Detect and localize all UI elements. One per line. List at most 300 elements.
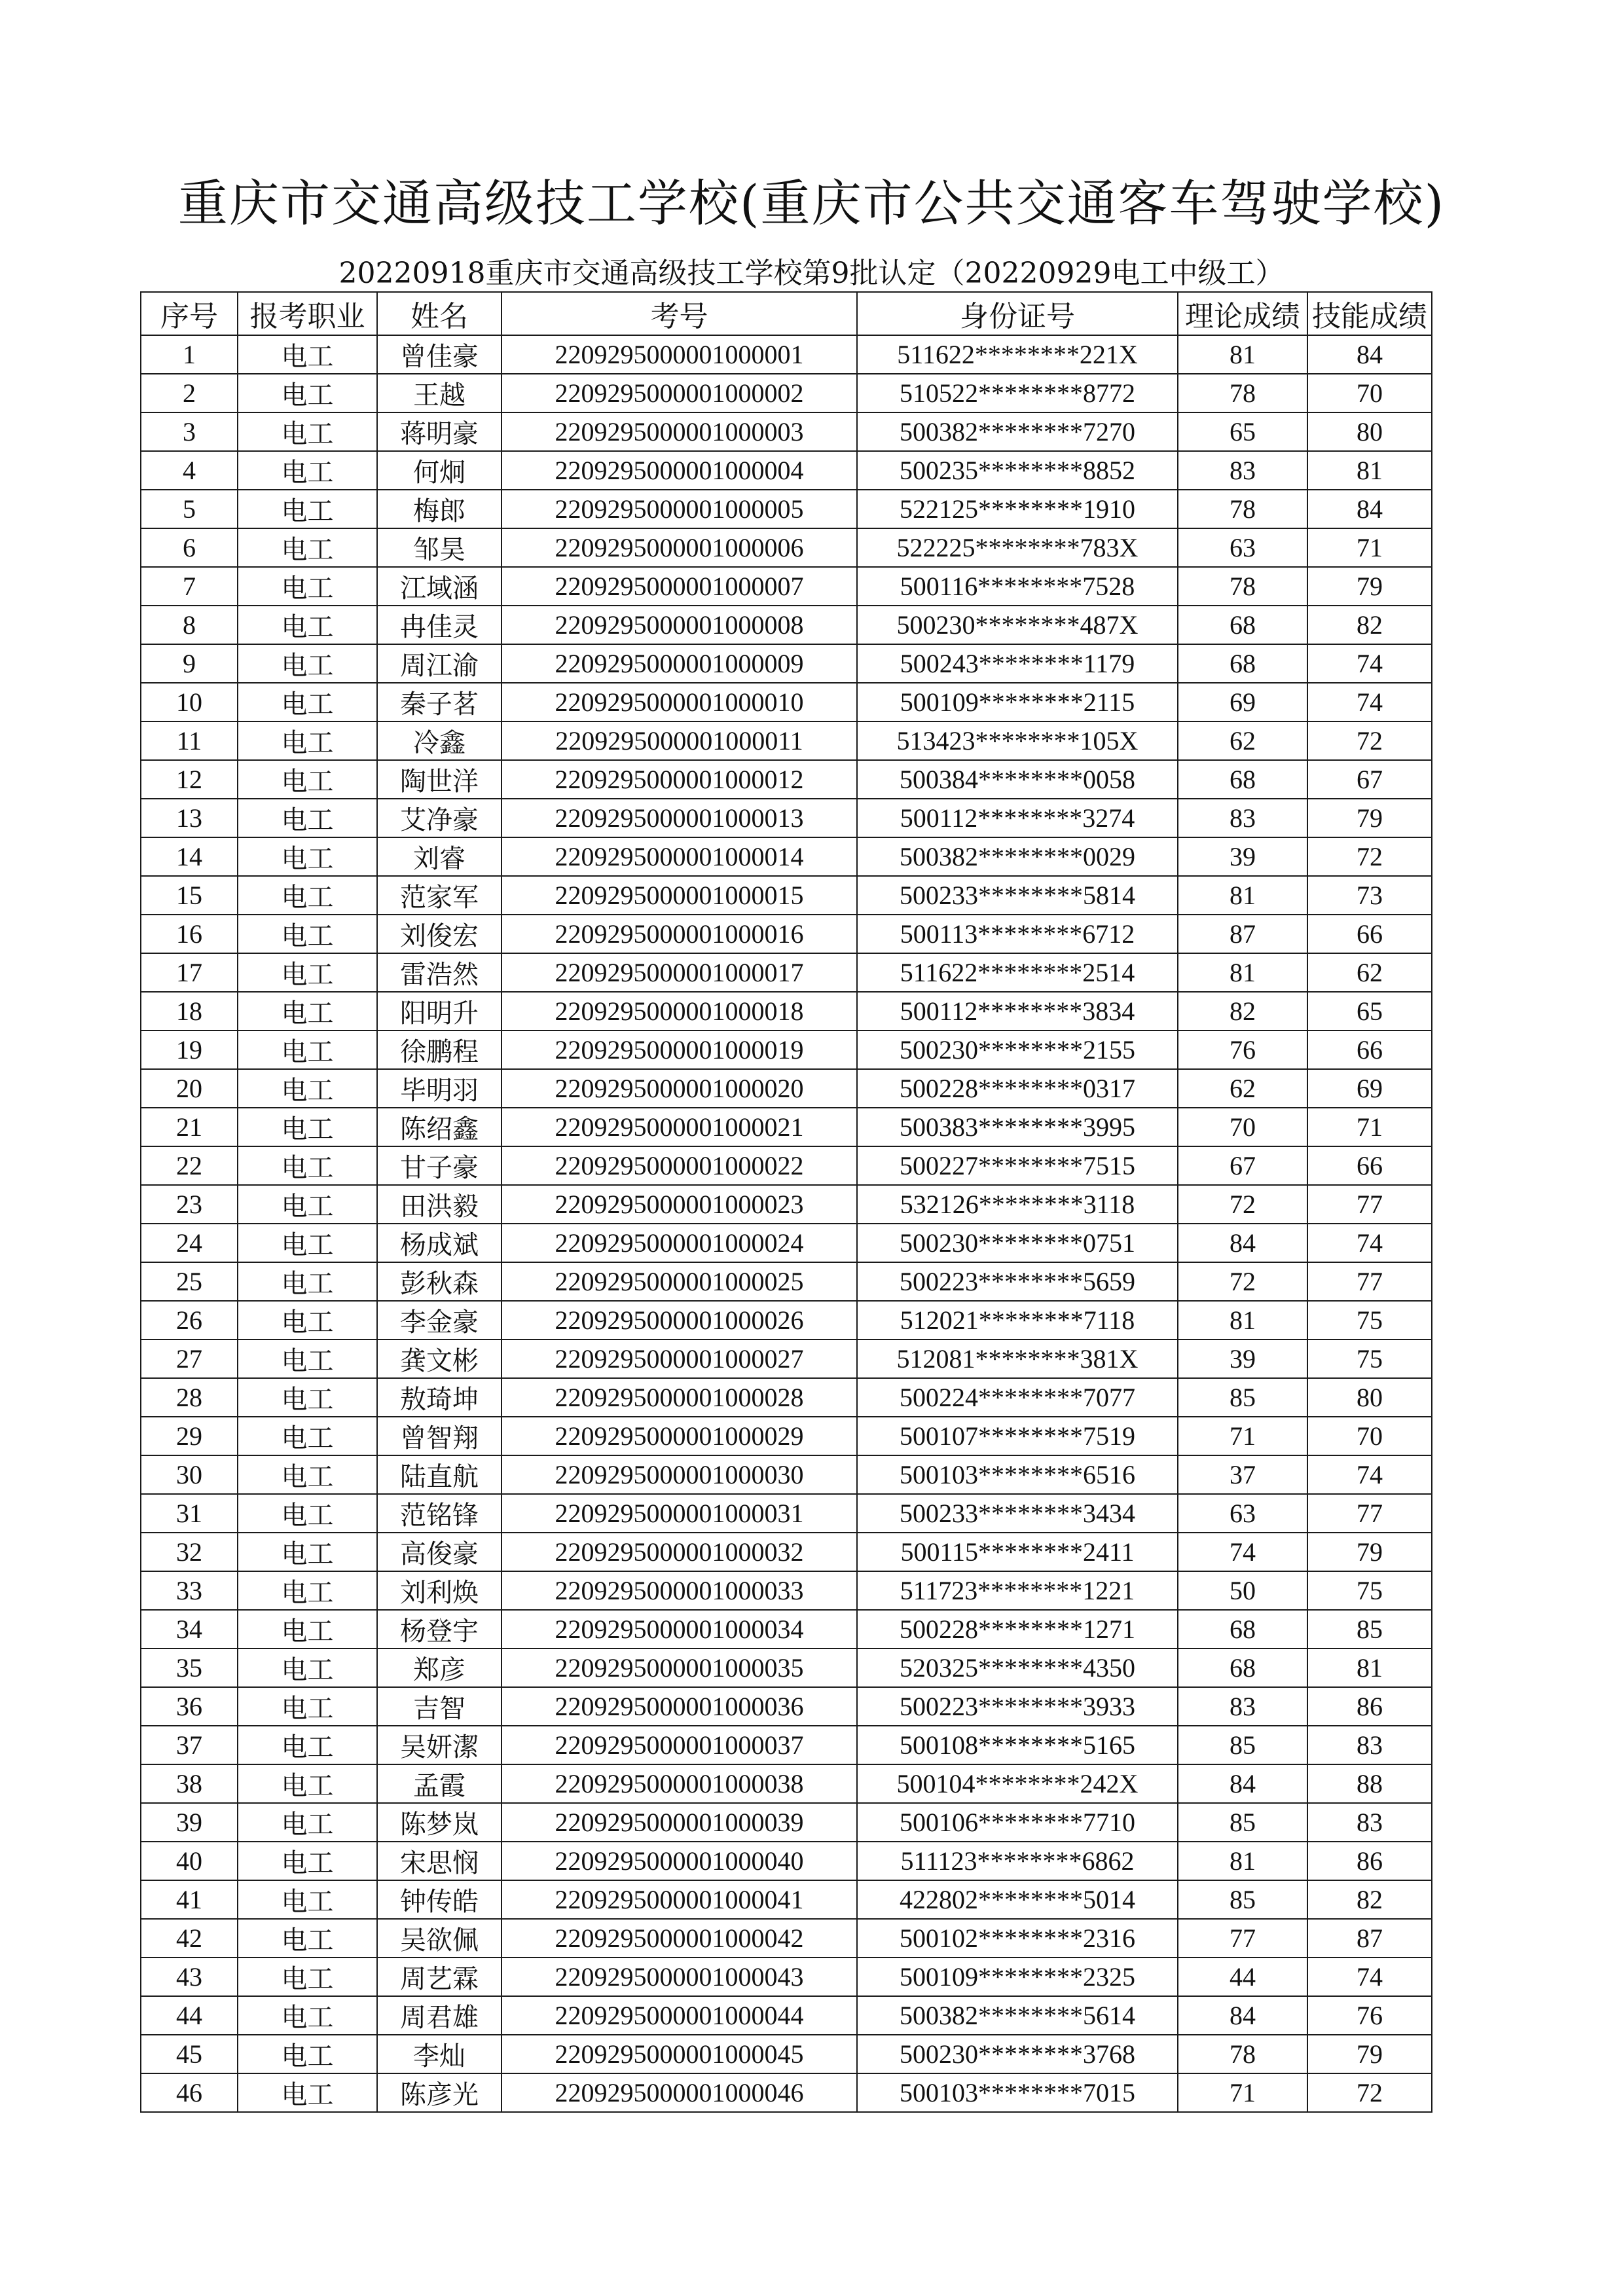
cell-exam-number: 2209295000001000042 (501, 1919, 857, 1958)
cell-exam-number: 2209295000001000032 (501, 1533, 857, 1571)
cell-theory-score: 68 (1178, 1610, 1307, 1649)
cell-seq: 44 (141, 1996, 238, 2035)
cell-occupation: 电工 (238, 1880, 377, 1919)
cell-id-number: 500106********7710 (857, 1803, 1178, 1842)
table-row (141, 1417, 1432, 1455)
cell-seq: 24 (141, 1224, 238, 1262)
cell-skill-score: 65 (1307, 992, 1432, 1030)
table-row (141, 953, 1432, 992)
header-exam-number: 考号 (501, 292, 857, 335)
table-row (141, 1262, 1432, 1301)
cell-occupation: 电工 (238, 1803, 377, 1842)
cell-name: 宋思悯 (377, 1842, 501, 1880)
table-row (141, 412, 1432, 451)
cell-occupation: 电工 (238, 1533, 377, 1571)
cell-id-number: 500233********5814 (857, 876, 1178, 915)
cell-occupation: 电工 (238, 1378, 377, 1417)
cell-id-number: 500107********7519 (857, 1417, 1178, 1455)
cell-name: 陈绍鑫 (377, 1108, 501, 1146)
cell-exam-number: 2209295000001000025 (501, 1262, 857, 1301)
cell-theory-score: 65 (1178, 412, 1307, 451)
cell-id-number: 500115********2411 (857, 1533, 1178, 1571)
cell-name: 江域涵 (377, 567, 501, 606)
cell-exam-number: 2209295000001000003 (501, 412, 857, 451)
table-row (141, 1030, 1432, 1069)
cell-id-number: 500235********8852 (857, 451, 1178, 490)
table-row (141, 490, 1432, 528)
table-row (141, 1610, 1432, 1649)
table-row (141, 1919, 1432, 1958)
cell-exam-number: 2209295000001000046 (501, 2073, 857, 2112)
cell-name: 蒋明豪 (377, 412, 501, 451)
cell-name: 梅郎 (377, 490, 501, 528)
table-row (141, 451, 1432, 490)
cell-id-number: 520325********4350 (857, 1649, 1178, 1687)
cell-exam-number: 2209295000001000037 (501, 1726, 857, 1764)
cell-seq: 19 (141, 1030, 238, 1069)
table-row (141, 374, 1432, 412)
cell-theory-score: 70 (1178, 1108, 1307, 1146)
table-row (141, 1146, 1432, 1185)
cell-exam-number: 2209295000001000033 (501, 1571, 857, 1610)
cell-occupation: 电工 (238, 1301, 377, 1339)
cell-occupation: 电工 (238, 490, 377, 528)
cell-exam-number: 2209295000001000034 (501, 1610, 857, 1649)
cell-occupation: 电工 (238, 1919, 377, 1958)
cell-occupation: 电工 (238, 1146, 377, 1185)
cell-theory-score: 74 (1178, 1533, 1307, 1571)
table-row (141, 1069, 1432, 1108)
cell-id-number: 500382********5614 (857, 1996, 1178, 2035)
cell-skill-score: 83 (1307, 1726, 1432, 1764)
cell-skill-score: 79 (1307, 567, 1432, 606)
cell-exam-number: 2209295000001000038 (501, 1764, 857, 1803)
cell-occupation: 电工 (238, 1224, 377, 1262)
cell-occupation: 电工 (238, 606, 377, 644)
cell-name: 刘俊宏 (377, 915, 501, 953)
cell-skill-score: 67 (1307, 760, 1432, 799)
cell-skill-score: 74 (1307, 1224, 1432, 1262)
cell-seq: 32 (141, 1533, 238, 1571)
header-seq: 序号 (141, 292, 238, 335)
cell-id-number: 500230********2155 (857, 1030, 1178, 1069)
cell-occupation: 电工 (238, 1108, 377, 1146)
cell-theory-score: 37 (1178, 1455, 1307, 1494)
cell-seq: 28 (141, 1378, 238, 1417)
cell-exam-number: 2209295000001000019 (501, 1030, 857, 1069)
table-row (141, 721, 1432, 760)
cell-exam-number: 2209295000001000017 (501, 953, 857, 992)
cell-name: 艾净豪 (377, 799, 501, 837)
cell-id-number: 500116********7528 (857, 567, 1178, 606)
cell-exam-number: 2209295000001000021 (501, 1108, 857, 1146)
cell-exam-number: 2209295000001000011 (501, 721, 857, 760)
cell-occupation: 电工 (238, 1958, 377, 1996)
cell-occupation: 电工 (238, 451, 377, 490)
cell-id-number: 500109********2325 (857, 1958, 1178, 1996)
cell-name: 周君雄 (377, 1996, 501, 2035)
cell-skill-score: 75 (1307, 1339, 1432, 1378)
cell-theory-score: 83 (1178, 799, 1307, 837)
cell-exam-number: 2209295000001000029 (501, 1417, 857, 1455)
cell-occupation: 电工 (238, 1339, 377, 1378)
cell-seq: 36 (141, 1687, 238, 1726)
cell-name: 范家军 (377, 876, 501, 915)
header-theory-score: 理论成绩 (1178, 292, 1307, 335)
cell-seq: 41 (141, 1880, 238, 1919)
cell-theory-score: 39 (1178, 837, 1307, 876)
table-row (141, 644, 1432, 683)
cell-name: 甘子豪 (377, 1146, 501, 1185)
cell-skill-score: 72 (1307, 721, 1432, 760)
cell-skill-score: 76 (1307, 1996, 1432, 2035)
cell-seq: 5 (141, 490, 238, 528)
cell-seq: 45 (141, 2035, 238, 2073)
cell-name: 范铭锋 (377, 1494, 501, 1533)
cell-exam-number: 2209295000001000044 (501, 1996, 857, 2035)
cell-seq: 43 (141, 1958, 238, 1996)
cell-theory-score: 72 (1178, 1262, 1307, 1301)
table-row (141, 1185, 1432, 1224)
cell-theory-score: 68 (1178, 606, 1307, 644)
cell-occupation: 电工 (238, 335, 377, 374)
cell-id-number: 500227********7515 (857, 1146, 1178, 1185)
table-row (141, 1224, 1432, 1262)
cell-exam-number: 2209295000001000024 (501, 1224, 857, 1262)
cell-name: 郑彦 (377, 1649, 501, 1687)
cell-occupation: 电工 (238, 992, 377, 1030)
cell-seq: 6 (141, 528, 238, 567)
table-row (141, 1378, 1432, 1417)
cell-seq: 39 (141, 1803, 238, 1842)
cell-id-number: 511123********6862 (857, 1842, 1178, 1880)
cell-id-number: 500104********242X (857, 1764, 1178, 1803)
cell-theory-score: 85 (1178, 1726, 1307, 1764)
cell-name: 秦子茗 (377, 683, 501, 721)
cell-id-number: 500103********7015 (857, 2073, 1178, 2112)
table-row (141, 528, 1432, 567)
cell-occupation: 电工 (238, 1030, 377, 1069)
page-subtitle: 20220918重庆市交通高级技工学校第9批认定（20220929电工中级工） (338, 257, 1285, 290)
cell-skill-score: 75 (1307, 1571, 1432, 1610)
cell-theory-score: 78 (1178, 2035, 1307, 2073)
cell-skill-score: 88 (1307, 1764, 1432, 1803)
cell-theory-score: 62 (1178, 1069, 1307, 1108)
cell-id-number: 500384********0058 (857, 760, 1178, 799)
cell-name: 彭秋森 (377, 1262, 501, 1301)
cell-name: 敖琦坤 (377, 1378, 501, 1417)
cell-skill-score: 85 (1307, 1610, 1432, 1649)
cell-theory-score: 84 (1178, 1224, 1307, 1262)
cell-theory-score: 68 (1178, 1649, 1307, 1687)
table-row (141, 1455, 1432, 1494)
cell-seq: 4 (141, 451, 238, 490)
cell-id-number: 512021********7118 (857, 1301, 1178, 1339)
cell-skill-score: 81 (1307, 1649, 1432, 1687)
table-row (141, 1108, 1432, 1146)
cell-theory-score: 84 (1178, 1764, 1307, 1803)
cell-skill-score: 80 (1307, 1378, 1432, 1417)
cell-id-number: 500383********3995 (857, 1108, 1178, 1146)
table-header-row (141, 292, 1432, 335)
cell-theory-score: 78 (1178, 490, 1307, 528)
cell-skill-score: 71 (1307, 528, 1432, 567)
cell-exam-number: 2209295000001000001 (501, 335, 857, 374)
cell-theory-score: 63 (1178, 1494, 1307, 1533)
cell-name: 冉佳灵 (377, 606, 501, 644)
cell-exam-number: 2209295000001000020 (501, 1069, 857, 1108)
cell-skill-score: 86 (1307, 1687, 1432, 1726)
cell-exam-number: 2209295000001000006 (501, 528, 857, 567)
cell-name: 阳明升 (377, 992, 501, 1030)
table-row (141, 837, 1432, 876)
cell-seq: 15 (141, 876, 238, 915)
cell-skill-score: 81 (1307, 451, 1432, 490)
table-row (141, 2073, 1432, 2112)
table-row (141, 760, 1432, 799)
cell-skill-score: 72 (1307, 837, 1432, 876)
cell-theory-score: 62 (1178, 721, 1307, 760)
cell-skill-score: 71 (1307, 1108, 1432, 1146)
table-row (141, 1494, 1432, 1533)
cell-theory-score: 39 (1178, 1339, 1307, 1378)
header-skill-score: 技能成绩 (1307, 292, 1432, 335)
cell-skill-score: 70 (1307, 374, 1432, 412)
cell-occupation: 电工 (238, 683, 377, 721)
cell-theory-score: 84 (1178, 1996, 1307, 2035)
cell-exam-number: 2209295000001000023 (501, 1185, 857, 1224)
cell-id-number: 522125********1910 (857, 490, 1178, 528)
cell-id-number: 500228********1271 (857, 1610, 1178, 1649)
cell-seq: 46 (141, 2073, 238, 2112)
cell-seq: 20 (141, 1069, 238, 1108)
cell-exam-number: 2209295000001000039 (501, 1803, 857, 1842)
cell-id-number: 513423********105X (857, 721, 1178, 760)
table-row (141, 1533, 1432, 1571)
cell-occupation: 电工 (238, 876, 377, 915)
cell-theory-score: 69 (1178, 683, 1307, 721)
cell-skill-score: 70 (1307, 1417, 1432, 1455)
cell-id-number: 500230********3768 (857, 2035, 1178, 2073)
cell-occupation: 电工 (238, 1649, 377, 1687)
cell-occupation: 电工 (238, 1687, 377, 1726)
cell-id-number: 500223********3933 (857, 1687, 1178, 1726)
cell-skill-score: 74 (1307, 1455, 1432, 1494)
cell-seq: 14 (141, 837, 238, 876)
cell-name: 陆直航 (377, 1455, 501, 1494)
cell-seq: 10 (141, 683, 238, 721)
cell-occupation: 电工 (238, 1996, 377, 2035)
cell-skill-score: 74 (1307, 683, 1432, 721)
cell-exam-number: 2209295000001000040 (501, 1842, 857, 1880)
cell-occupation: 电工 (238, 1842, 377, 1880)
cell-occupation: 电工 (238, 2035, 377, 2073)
cell-name: 陶世洋 (377, 760, 501, 799)
cell-occupation: 电工 (238, 1417, 377, 1455)
cell-exam-number: 2209295000001000043 (501, 1958, 857, 1996)
cell-seq: 33 (141, 1571, 238, 1610)
cell-id-number: 511622********221X (857, 335, 1178, 374)
cell-seq: 21 (141, 1108, 238, 1146)
cell-name: 雷浩然 (377, 953, 501, 992)
cell-name: 高俊豪 (377, 1533, 501, 1571)
cell-name: 李灿 (377, 2035, 501, 2073)
cell-occupation: 电工 (238, 1571, 377, 1610)
cell-seq: 25 (141, 1262, 238, 1301)
cell-skill-score: 86 (1307, 1842, 1432, 1880)
table-body (141, 335, 1432, 2112)
cell-theory-score: 85 (1178, 1803, 1307, 1842)
cell-name: 孟霞 (377, 1764, 501, 1803)
cell-theory-score: 77 (1178, 1919, 1307, 1958)
cell-occupation: 电工 (238, 915, 377, 953)
cell-id-number: 500112********3834 (857, 992, 1178, 1030)
cell-id-number: 511622********2514 (857, 953, 1178, 992)
cell-skill-score: 62 (1307, 953, 1432, 992)
cell-occupation: 电工 (238, 953, 377, 992)
table-row (141, 992, 1432, 1030)
cell-exam-number: 2209295000001000008 (501, 606, 857, 644)
cell-exam-number: 2209295000001000041 (501, 1880, 857, 1919)
cell-theory-score: 78 (1178, 374, 1307, 412)
cell-name: 田洪毅 (377, 1185, 501, 1224)
cell-exam-number: 2209295000001000045 (501, 2035, 857, 2073)
cell-exam-number: 2209295000001000022 (501, 1146, 857, 1185)
cell-occupation: 电工 (238, 1455, 377, 1494)
cell-occupation: 电工 (238, 1726, 377, 1764)
cell-seq: 8 (141, 606, 238, 644)
cell-id-number: 522225********783X (857, 528, 1178, 567)
cell-id-number: 500224********7077 (857, 1378, 1178, 1417)
cell-seq: 38 (141, 1764, 238, 1803)
cell-name: 周艺霖 (377, 1958, 501, 1996)
cell-skill-score: 73 (1307, 876, 1432, 915)
cell-occupation: 电工 (238, 1185, 377, 1224)
cell-exam-number: 2209295000001000030 (501, 1455, 857, 1494)
cell-theory-score: 72 (1178, 1185, 1307, 1224)
cell-exam-number: 2209295000001000026 (501, 1301, 857, 1339)
cell-name: 杨成斌 (377, 1224, 501, 1262)
cell-id-number: 500228********0317 (857, 1069, 1178, 1108)
cell-theory-score: 85 (1178, 1378, 1307, 1417)
table-row (141, 1649, 1432, 1687)
cell-theory-score: 68 (1178, 760, 1307, 799)
table-row (141, 606, 1432, 644)
cell-seq: 7 (141, 567, 238, 606)
cell-seq: 35 (141, 1649, 238, 1687)
table-row (141, 567, 1432, 606)
cell-theory-score: 63 (1178, 528, 1307, 567)
cell-seq: 16 (141, 915, 238, 953)
cell-theory-score: 83 (1178, 451, 1307, 490)
table-row (141, 915, 1432, 953)
cell-seq: 31 (141, 1494, 238, 1533)
table-row (141, 683, 1432, 721)
table-row (141, 1880, 1432, 1919)
cell-seq: 30 (141, 1455, 238, 1494)
cell-seq: 42 (141, 1919, 238, 1958)
cell-name: 王越 (377, 374, 501, 412)
cell-exam-number: 2209295000001000010 (501, 683, 857, 721)
cell-id-number: 500382********0029 (857, 837, 1178, 876)
header-occupation: 报考职业 (238, 292, 377, 335)
cell-name: 周江渝 (377, 644, 501, 683)
cell-exam-number: 2209295000001000009 (501, 644, 857, 683)
cell-id-number: 500103********6516 (857, 1455, 1178, 1494)
cell-seq: 40 (141, 1842, 238, 1880)
cell-exam-number: 2209295000001000028 (501, 1378, 857, 1417)
cell-id-number: 512081********381X (857, 1339, 1178, 1378)
cell-exam-number: 2209295000001000013 (501, 799, 857, 837)
page-title: 重庆市交通高级技工学校(重庆市公共交通客车驾驶学校) (177, 174, 1446, 232)
cell-id-number: 500243********1179 (857, 644, 1178, 683)
cell-skill-score: 79 (1307, 799, 1432, 837)
cell-name: 曾佳豪 (377, 335, 501, 374)
table-row (141, 1339, 1432, 1378)
table-row (141, 876, 1432, 915)
cell-name: 陈梦岚 (377, 1803, 501, 1842)
cell-occupation: 电工 (238, 1764, 377, 1803)
cell-skill-score: 77 (1307, 1494, 1432, 1533)
cell-exam-number: 2209295000001000018 (501, 992, 857, 1030)
cell-name: 吴妍潔 (377, 1726, 501, 1764)
cell-seq: 37 (141, 1726, 238, 1764)
cell-skill-score: 66 (1307, 1030, 1432, 1069)
cell-exam-number: 2209295000001000035 (501, 1649, 857, 1687)
cell-theory-score: 81 (1178, 1301, 1307, 1339)
cell-exam-number: 2209295000001000031 (501, 1494, 857, 1533)
cell-exam-number: 2209295000001000012 (501, 760, 857, 799)
cell-name: 邹昊 (377, 528, 501, 567)
cell-seq: 12 (141, 760, 238, 799)
cell-name: 吉智 (377, 1687, 501, 1726)
cell-occupation: 电工 (238, 1069, 377, 1108)
cell-seq: 9 (141, 644, 238, 683)
table-row (141, 1842, 1432, 1880)
cell-occupation: 电工 (238, 721, 377, 760)
cell-skill-score: 66 (1307, 915, 1432, 953)
cell-name: 陈彦光 (377, 2073, 501, 2112)
score-table (140, 291, 1432, 2113)
cell-name: 冷鑫 (377, 721, 501, 760)
cell-occupation: 电工 (238, 1610, 377, 1649)
cell-name: 曾智翔 (377, 1417, 501, 1455)
cell-seq: 34 (141, 1610, 238, 1649)
cell-id-number: 510522********8772 (857, 374, 1178, 412)
cell-theory-score: 76 (1178, 1030, 1307, 1069)
cell-id-number: 500233********3434 (857, 1494, 1178, 1533)
cell-name: 徐鹏程 (377, 1030, 501, 1069)
cell-seq: 1 (141, 335, 238, 374)
cell-theory-score: 82 (1178, 992, 1307, 1030)
cell-id-number: 500382********7270 (857, 412, 1178, 451)
cell-skill-score: 74 (1307, 1958, 1432, 1996)
cell-name: 毕明羽 (377, 1069, 501, 1108)
cell-seq: 13 (141, 799, 238, 837)
cell-occupation: 电工 (238, 374, 377, 412)
cell-seq: 2 (141, 374, 238, 412)
cell-theory-score: 81 (1178, 876, 1307, 915)
cell-skill-score: 84 (1307, 335, 1432, 374)
cell-seq: 27 (141, 1339, 238, 1378)
header-name: 姓名 (377, 292, 501, 335)
cell-theory-score: 85 (1178, 1880, 1307, 1919)
cell-occupation: 电工 (238, 799, 377, 837)
cell-id-number: 500223********5659 (857, 1262, 1178, 1301)
cell-skill-score: 79 (1307, 2035, 1432, 2073)
cell-occupation: 电工 (238, 528, 377, 567)
cell-exam-number: 2209295000001000007 (501, 567, 857, 606)
